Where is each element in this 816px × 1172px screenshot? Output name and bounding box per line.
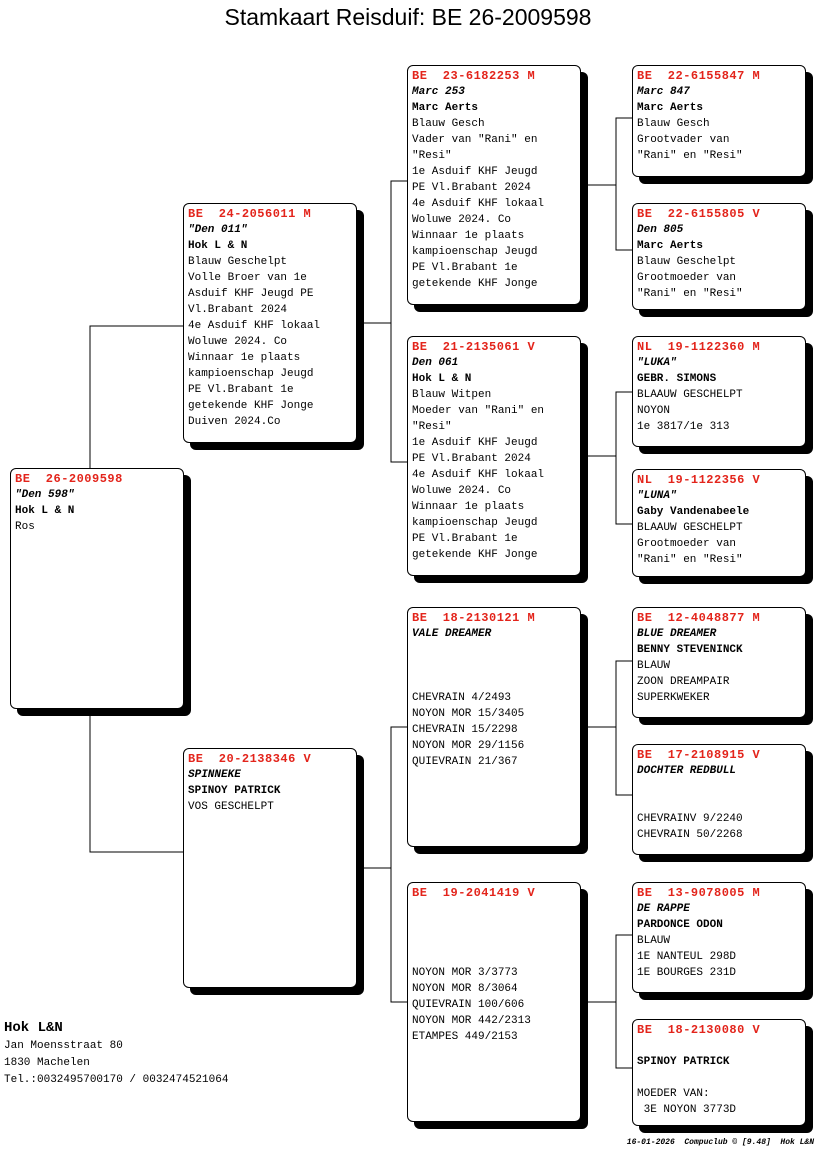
card-ffm[interactable] xyxy=(632,203,806,310)
footer-credit: 16-01-2026 Compuclub © [9.48] Hok L&N xyxy=(626,1138,814,1147)
connector-mother-grandparents xyxy=(357,727,407,1002)
detail-line: PE Vl.Brabant 1e xyxy=(188,384,294,396)
ring-number: BE 13-9078005 M xyxy=(637,886,761,900)
pigeon-name: DE RAPPE xyxy=(637,903,690,915)
detail-line: NOYON MOR 15/3405 xyxy=(412,708,525,720)
owner: PARDONCE ODON xyxy=(637,919,723,931)
detail-line: 1E NANTEUL 298D xyxy=(637,951,737,963)
detail-line: CHEVRAINV 9/2240 xyxy=(637,813,743,825)
detail-line: Blauw Gesch xyxy=(637,118,710,130)
detail-line: PE Vl.Brabant 1e xyxy=(412,262,518,274)
ring-number: BE 12-4048877 M xyxy=(637,611,761,625)
owner: Marc Aerts xyxy=(412,102,479,114)
pigeon-name: DOCHTER REDBULL xyxy=(637,765,737,777)
detail-line: BLAAUW GESCHELPT xyxy=(637,522,743,534)
detail-line: Blauw Geschelpt xyxy=(188,256,288,268)
detail-line: kampioenschap Jeugd xyxy=(188,368,314,380)
detail-line: "Rani" en "Resi" xyxy=(637,288,743,300)
detail-line: Winnaar 1e plaats xyxy=(412,501,525,513)
detail-line: 1E BOURGES 231D xyxy=(637,967,737,979)
detail-line: PE Vl.Brabant 1e xyxy=(412,533,518,545)
connector-subject-mother xyxy=(90,710,183,852)
detail-line: NOYON MOR 29/1156 xyxy=(412,740,525,752)
detail-line: Blauw Gesch xyxy=(412,118,485,130)
card-subject[interactable] xyxy=(10,468,184,709)
detail-line: Winnaar 1e plaats xyxy=(188,352,301,364)
card-fff[interactable] xyxy=(632,65,806,177)
detail-line: kampioenschap Jeugd xyxy=(412,246,538,258)
ring-number: BE 19-2041419 V xyxy=(412,886,536,900)
card-mother-father[interactable] xyxy=(407,607,581,847)
detail-line: getekende KHF Jonge xyxy=(188,400,314,412)
page-title: Stamkaart Reisduif: BE 26-2009598 xyxy=(224,4,592,30)
detail-line: 1e Asduif KHF Jeugd xyxy=(412,166,538,178)
detail-line: Duiven 2024.Co xyxy=(188,416,281,428)
ring-number: BE 20-2138346 V xyxy=(188,752,312,766)
pigeon-name: Marc 253 xyxy=(412,86,465,98)
detail-line: 4e Asduif KHF lokaal xyxy=(412,469,545,481)
ring-number: BE 23-6182253 M xyxy=(412,69,536,83)
detail-line: 1e 3817/1e 313 xyxy=(637,421,730,433)
card-mfm[interactable] xyxy=(632,744,806,855)
pigeon-name: "LUNA" xyxy=(637,490,677,502)
ring-number: BE 22-6155847 M xyxy=(637,69,761,83)
detail-line: BLAAUW GESCHELPT xyxy=(637,389,743,401)
connector-mf xyxy=(581,661,632,795)
detail-line: Winnaar 1e plaats xyxy=(412,230,525,242)
detail-line: Moeder van "Rani" en xyxy=(412,405,545,417)
detail-line: "Resi" xyxy=(412,150,452,162)
connector-father-grandparents xyxy=(357,181,407,462)
ring-number: NL 19-1122356 V xyxy=(637,473,761,487)
detail-line: PE Vl.Brabant 2024 xyxy=(412,453,531,465)
detail-line: ETAMPES 449/2153 xyxy=(412,1031,518,1043)
pigeon-name: VALE DREAMER xyxy=(412,628,492,640)
card-father-mother[interactable] xyxy=(407,336,581,576)
detail-line: kampioenschap Jeugd xyxy=(412,517,538,529)
detail-line: "Rani" en "Resi" xyxy=(637,554,743,566)
detail-line: Ros xyxy=(15,521,35,533)
detail-line: NOYON MOR 442/2313 xyxy=(412,1015,531,1027)
connector-ff xyxy=(581,118,632,250)
detail-line: BLAUW xyxy=(637,935,671,947)
detail-line: BLAUW xyxy=(637,660,671,672)
pigeon-name: Den 061 xyxy=(412,357,459,369)
card-fmm[interactable] xyxy=(632,469,806,577)
pigeon-name: "Den 598" xyxy=(15,489,75,501)
card-mmf[interactable] xyxy=(632,882,806,993)
ring-number: BE 21-2135061 V xyxy=(412,340,536,354)
detail-line: 1e Asduif KHF Jeugd xyxy=(412,437,538,449)
detail-line: Woluwe 2024. Co xyxy=(412,214,512,226)
pigeon-name: "Den 011" xyxy=(188,224,248,236)
owner: GEBR. SIMONS xyxy=(637,373,717,385)
detail-line: PE Vl.Brabant 2024 xyxy=(412,182,531,194)
pigeon-name: Den 805 xyxy=(637,224,684,236)
detail-line: Asduif KHF Jeugd PE xyxy=(188,288,314,300)
detail-line: MOEDER VAN: xyxy=(637,1088,710,1100)
ring-number: BE 24-2056011 M xyxy=(188,207,312,221)
detail-line: VOS GESCHELPT xyxy=(188,801,274,813)
owner: Hok L & N xyxy=(15,505,75,517)
detail-line: NOYON MOR 8/3064 xyxy=(412,983,518,995)
ring-number: BE 17-2108915 V xyxy=(637,748,761,762)
detail-line: Vl.Brabant 2024 xyxy=(188,304,288,316)
detail-line: ZOON DREAMPAIR xyxy=(637,676,730,688)
detail-line: Grootmoeder van xyxy=(637,272,737,284)
ring-number: BE 26-2009598 xyxy=(15,472,123,486)
detail-line: Woluwe 2024. Co xyxy=(412,485,512,497)
pigeon-name: Marc 847 xyxy=(637,86,690,98)
owner: Gaby Vandenabeele xyxy=(637,506,750,518)
card-mff[interactable] xyxy=(632,607,806,718)
loft-name: Hok L&N xyxy=(4,1020,63,1036)
ring-number: NL 19-1122360 M xyxy=(637,340,761,354)
card-mmm[interactable] xyxy=(632,1019,806,1126)
detail-line: Grootvader van xyxy=(637,134,730,146)
card-mother-mother[interactable] xyxy=(407,882,581,1122)
detail-line: getekende KHF Jonge xyxy=(412,549,538,561)
detail-line: Volle Broer van 1e xyxy=(188,272,307,284)
detail-line: getekende KHF Jonge xyxy=(412,278,538,290)
detail-line: "Rani" en "Resi" xyxy=(637,150,743,162)
owner: BENNY STEVENINCK xyxy=(637,644,743,656)
connector-subject-father xyxy=(90,326,183,468)
card-father-father[interactable] xyxy=(407,65,581,305)
connector-fm xyxy=(581,392,632,524)
connector-mm xyxy=(581,935,632,1068)
detail-line: Woluwe 2024. Co xyxy=(188,336,288,348)
owner: Hok L & N xyxy=(412,373,472,385)
detail-line: Vader van "Rani" en xyxy=(412,134,538,146)
card-father[interactable] xyxy=(183,203,357,443)
owner: Marc Aerts xyxy=(637,240,704,252)
detail-line: 4e Asduif KHF lokaal xyxy=(412,198,545,210)
detail-line: CHEVRAIN 50/2268 xyxy=(637,829,743,841)
owner: SPINOY PATRICK xyxy=(188,785,281,797)
owner: Marc Aerts xyxy=(637,102,704,114)
pigeon-name: "LUKA" xyxy=(637,357,677,369)
detail-line: CHEVRAIN 15/2298 xyxy=(412,724,518,736)
detail-line: 4e Asduif KHF lokaal xyxy=(188,320,321,332)
card-fmf[interactable] xyxy=(632,336,806,447)
ring-number: BE 18-2130121 M xyxy=(412,611,536,625)
detail-line: QUIEVRAIN 100/606 xyxy=(412,999,525,1011)
detail-line: 3E NOYON 3773D xyxy=(637,1104,737,1116)
detail-line: SUPERKWEKER xyxy=(637,692,710,704)
detail-line: "Resi" xyxy=(412,421,452,433)
loft-address xyxy=(4,1018,228,1089)
detail-line: Blauw Geschelpt xyxy=(637,256,737,268)
detail-line: Grootmoeder van xyxy=(637,538,737,550)
ring-number: BE 18-2130080 V xyxy=(637,1023,761,1037)
loft-street: Jan Moensstraat 80 xyxy=(4,1040,123,1052)
detail-line: CHEVRAIN 4/2493 xyxy=(412,692,512,704)
detail-line: Blauw Witpen xyxy=(412,389,492,401)
loft-city: 1830 Machelen xyxy=(4,1057,90,1069)
loft-phone: Tel.:0032495700170 / 0032474521064 xyxy=(4,1074,229,1086)
owner: SPINOY PATRICK xyxy=(637,1056,730,1068)
pigeon-name: SPINNEKE xyxy=(188,769,241,781)
card-mother[interactable] xyxy=(183,748,357,988)
owner: Hok L & N xyxy=(188,240,248,252)
detail-line: NOYON MOR 3/3773 xyxy=(412,967,518,979)
detail-line: QUIEVRAIN 21/367 xyxy=(412,756,518,768)
detail-line: NOYON xyxy=(637,405,671,417)
ring-number: BE 22-6155805 V xyxy=(637,207,761,221)
pigeon-name: BLUE DREAMER xyxy=(637,628,717,640)
